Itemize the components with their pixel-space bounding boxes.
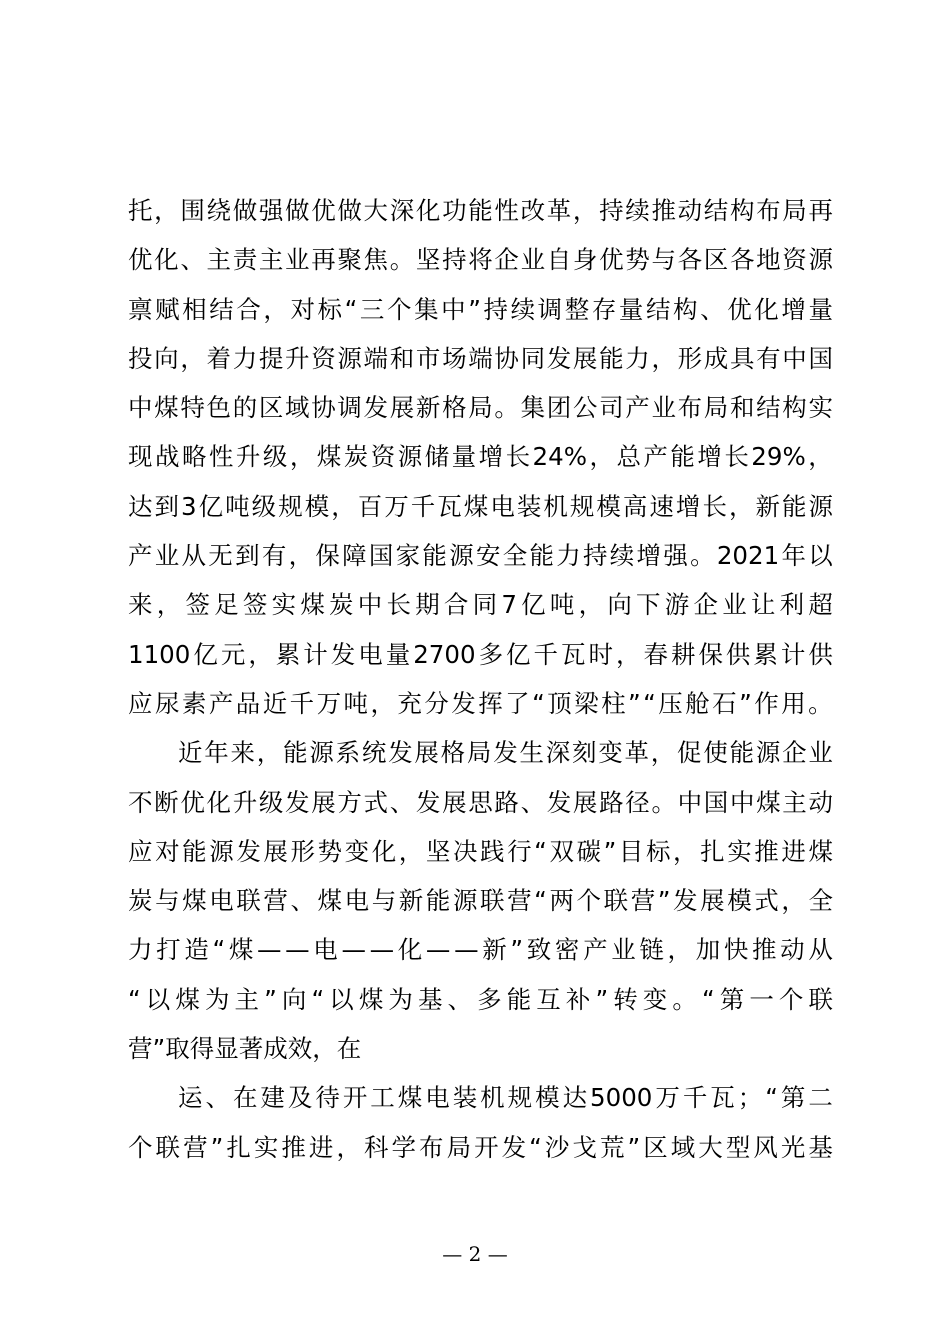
text-line: 力 打 造 “ 煤 — — 电 — — 化 — — 新 ” 致 密 产 业 链 ， 加 快 推 动 从 bbox=[128, 935, 833, 965]
text-line: 应 尿 素 产 品 近 千 万 吨 ， 充 分 发 挥 了 “ 顶 梁 柱 ” “ 压 舱 石 ” 作 用 。 bbox=[128, 688, 833, 718]
text-line: 来 ， 签 足 签 实 煤 炭 中 长 期 合 同 7 亿 吨 ， 向 下 游 企 业 让 利 超 bbox=[128, 590, 833, 620]
text-line: 个 联 营 ” 扎 实 推 进 ， 科 学 布 局 开 发 “ 沙 戈 荒 ” 区 域 大 型 风 光 基 bbox=[128, 1132, 833, 1162]
text-line: 不 断 优 化 升 级 发 展 方 式 、 发 展 思 路 、 发 展 路 径 。 中 国 中 煤 主 动 bbox=[128, 787, 833, 817]
text-line: 炭 与 煤 电 联 营 、 煤 电 与 新 能 源 联 营 “ 两 个 联 营 ” 发 展 模 式 ， 全 bbox=[128, 886, 833, 916]
text-line: 中 煤 特 色 的 区 域 协 调 发 展 新 格 局 。 集 团 公 司 产 业 布 局 和 结 构 实 bbox=[128, 393, 833, 423]
page-number: — 2 — bbox=[442, 1242, 508, 1266]
text-line: 托 ， 围 绕 做 强 做 优 做 大 深 化 功 能 性 改 革 ， 持 续 推 动 结 构 布 局 再 bbox=[128, 196, 833, 225]
text-line: 1100 亿 元 ， 累 计 发 电 量 2700 多 亿 千 瓦 时 ， 春 耕 保 供 累 计 供 bbox=[128, 639, 833, 669]
text-line: 优 化 、 主 责 主 业 再 聚 焦 。 坚 持 将 企 业 自 身 优 势 与 各 区 各 地 资 源 bbox=[128, 245, 833, 275]
document-body bbox=[128, 186, 833, 1172]
text-line: 营”取得显著成效，在 bbox=[128, 1034, 362, 1064]
text-line: 近 年 来 ， 能 源 系 统 发 展 格 局 发 生 深 刻 变 革 ， 促 使 能 源 企 业 bbox=[178, 738, 833, 768]
text-line: 投 向 ， 着 力 提 升 资 源 端 和 市 场 端 协 同 发 展 能 力 ， 形 成 具 有 中 国 bbox=[128, 343, 833, 373]
text-line: 现 战 略 性 升 级 ， 煤 炭 资 源 储 量 增 长 24% ， 总 产 能 增 长 29% ， bbox=[128, 442, 833, 472]
text-line: 产 业 从 无 到 有 ， 保 障 国 家 能 源 安 全 能 力 持 续 增 强 。 2021 年 以 bbox=[128, 541, 833, 571]
text-line: 禀 赋 相 结 合 ， 对 标 “ 三 个 集 中 ” 持 续 调 整 存 量 结 构 、 优 化 增 量 bbox=[128, 294, 833, 324]
text-line: 应 对 能 源 发 展 形 势 变 化 ， 坚 决 践 行 “ 双 碳 ” 目 标 ， 扎 实 推 进 煤 bbox=[128, 836, 833, 866]
text-line: “ 以 煤 为 主 ” 向 “ 以 煤 为 基 、 多 能 互 补 ” 转 变 。 “ 第 一 个 联 bbox=[128, 984, 833, 1014]
text-line: 运 、 在 建 及 待 开 工 煤 电 装 机 规 模 达 5000 万 千 瓦 ； “ 第 二 bbox=[178, 1083, 833, 1113]
text-line: 达 到 3 亿 吨 级 规 模 ， 百 万 千 瓦 煤 电 装 机 规 模 高 速 增 长 ， 新 能 源 bbox=[128, 491, 833, 521]
